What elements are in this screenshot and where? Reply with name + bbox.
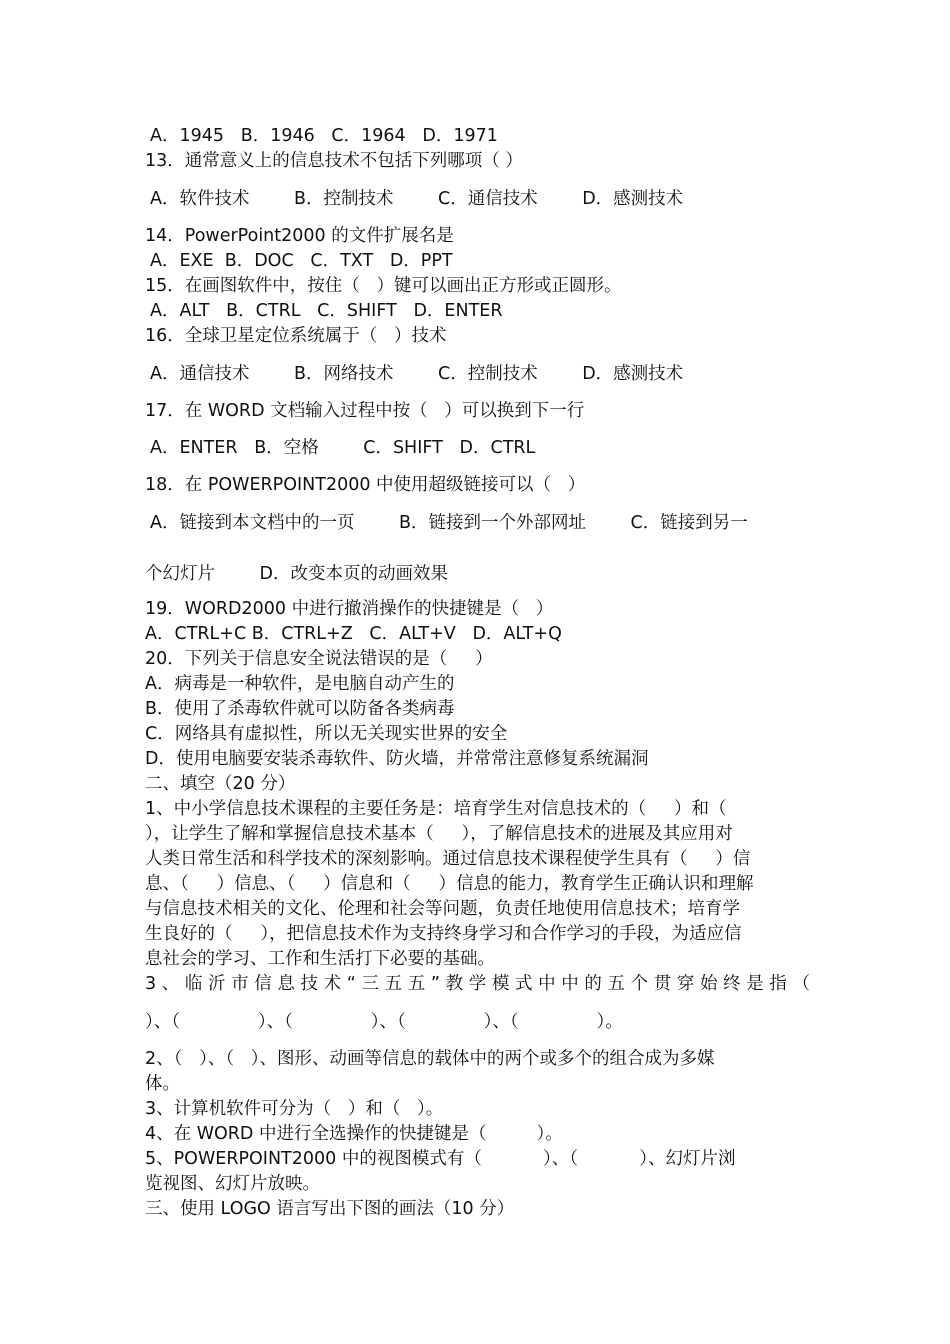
fill-q2-line2: 体。 [145, 1074, 180, 1094]
q14-question: 14．PowerPoint2000 的文件扩展名是 [145, 226, 454, 246]
fill-q1-line2: ），让学生了解和掌握信息技术基本（ ），了解信息技术的进展及其应用对 [145, 824, 733, 844]
section-fill-in-heading: 二、填空（20 分） [145, 774, 296, 794]
q20-option-c: C．网络具有虚拟性，所以无关现实世界的安全 [145, 724, 508, 744]
fill-q5-line1: 5、POWERPOINT2000 中的视图模式有（ ）、（ ）、幻灯片浏 [145, 1149, 736, 1169]
q16-question: 16．全球卫星定位系统属于（ ）技术 [145, 326, 447, 346]
fill-q3a-line1: 3、临沂市信息技术“三五五”教学模式中中的五个贯穿始终是指（ [145, 974, 810, 994]
q18-options-line1: A．链接到本文档中的一页 B．链接到一个外部网址 C．链接到另一 [150, 513, 748, 533]
fill-q1-line6: 生良好的（ ），把信息技术作为支持终身学习和合作学习的手段，为适应信 [145, 924, 742, 944]
fill-q3a-line2: ）、（ ）、（ ）、（ ）、（ ）。 [145, 1012, 623, 1032]
q20-option-a: A．病毒是一种软件，是电脑自动产生的 [145, 674, 455, 694]
fill-q1-line7: 息社会的学习、工作和生活打下必要的基础。 [145, 949, 495, 969]
fill-q2-line1: 2、（ ）、（ ）、图形、动画等信息的载体中的两个或多个的组合成为多媒 [145, 1049, 715, 1069]
fill-q1-line5: 与信息技术相关的文化、伦理和社会等问题，负责任地使用信息技术；培育学 [145, 899, 740, 919]
q18-options-line2: 个幻灯片 D．改变本页的动画效果 [145, 564, 448, 584]
fill-q3-question: 3、计算机软件可分为（ ）和（ ）。 [145, 1099, 444, 1119]
fill-q1-line1: 1、中小学信息技术课程的主要任务是：培育学生对信息技术的（ ）和（ [145, 799, 727, 819]
q19-question: 19．WORD2000 中进行撤消操作的快捷键是（ ） [145, 599, 554, 619]
fill-q1-line3: 人类日常生活和科学技术的深刻影响。通过信息技术课程使学生具有（ ）信 [145, 849, 751, 869]
q17-options: A．ENTER B．空格 C．SHIFT D．CTRL [150, 438, 536, 458]
q20-option-b: B．使用了杀毒软件就可以防备各类病毒 [145, 699, 455, 719]
q13-question: 13．通常意义上的信息技术不包括下列哪项（ ） [145, 151, 523, 171]
q20-option-d: D．使用电脑要安装杀毒软件、防火墙，并常常注意修复系统漏洞 [145, 749, 649, 769]
fill-q1-line4: 息、（ ）信息、（ ）信息和（ ）信息的能力，教育学生正确认识和理解 [145, 874, 754, 894]
q15-options: A．ALT B．CTRL C．SHIFT D．ENTER [150, 301, 503, 321]
q18-question: 18．在 POWERPOINT2000 中使用超级链接可以（ ） [145, 475, 586, 495]
q12-options: A．1945 B．1946 C．1964 D．1971 [150, 126, 498, 146]
fill-q5-line2: 览视图、幻灯片放映。 [145, 1174, 320, 1194]
q17-question: 17．在 WORD 文档输入过程中按（ ）可以换到下一行 [145, 401, 585, 421]
q13-options: A．软件技术 B．控制技术 C．通信技术 D．感测技术 [150, 189, 684, 209]
q19-options: A．CTRL+C B．CTRL+Z C．ALT+V D．ALT+Q [145, 624, 562, 644]
q20-question: 20．下列关于信息安全说法错误的是（ ） [145, 649, 493, 669]
fill-q4-question: 4、在 WORD 中进行全选操作的快捷键是（ ）。 [145, 1124, 563, 1144]
q15-question: 15．在画图软件中，按住（ ）键可以画出正方形或正圆形。 [145, 276, 622, 296]
q16-options: A．通信技术 B．网络技术 C．控制技术 D．感测技术 [150, 364, 684, 384]
section-logo-heading: 三、使用 LOGO 语言写出下图的画法（10 分） [145, 1199, 515, 1219]
q14-options: A．EXE B．DOC C．TXT D．PPT [150, 251, 453, 271]
